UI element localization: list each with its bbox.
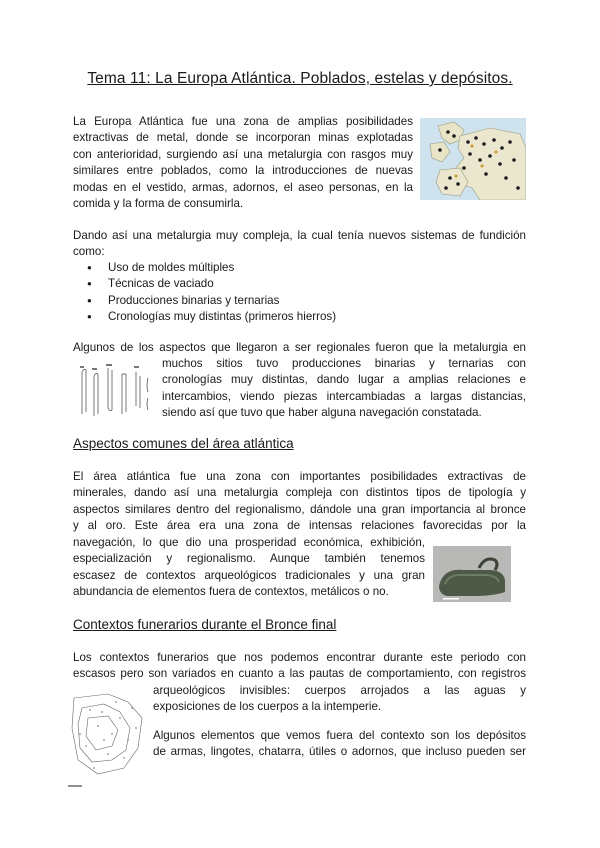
list-item: ● Uso de moldes múltiples (73, 260, 336, 276)
page-title: Tema 11: La Europa Atlántica. Poblados, estelas y depósitos. (87, 70, 513, 87)
atlantic-europe-map-image (420, 118, 526, 200)
text-line: comida y la forma de consumirla. (73, 197, 244, 211)
text-line: abundancia de elementos fuera de contextos, metálicos o no. (73, 585, 389, 599)
text-line: especialización y regionalismo. Aunque también tenemos (73, 552, 425, 566)
text-line: de armas, lingotes, chatarra, útiles o adornos, que incluso pueden ser (153, 745, 526, 759)
text-line: modas en el vestido, armas, adornos, el aseo personas, en la (73, 180, 413, 194)
intro-paragraph (73, 114, 413, 212)
deposits-paragraph (153, 728, 526, 761)
text-line: Dando así una metalurgia muy compleja, la cual tenía nuevos sistemas de fundición (73, 229, 526, 242)
text-line: intercambios, viendo piezas intercambiadas a largas distancias, (162, 389, 526, 403)
funerary-paragraph (73, 650, 526, 683)
text-line: siendo así que tuvo que haber alguna navegación constatada. (162, 406, 482, 420)
bullet-list (73, 260, 336, 326)
text-line: escasez de contextos arqueológicos tradicionales y una gran (73, 568, 425, 582)
text-line: Algunos elementos que vemos fuera del contexto son los depósitos (153, 729, 526, 742)
list-item: ● Producciones binarias y ternarias (73, 293, 336, 309)
regional-paragraph (162, 356, 526, 422)
text-line: y al oro. Este área era una zona de intensas relaciones favorecidas por la (73, 519, 526, 533)
text-line: exposiciones de los cuerpos a la intemperie. (153, 700, 382, 714)
text-line: La Europa Atlántica fue una zona de amplias posibilidades (73, 115, 413, 128)
common-aspects-paragraph (73, 469, 526, 535)
metallurgy-paragraph (73, 228, 526, 261)
text-line: minerales, dando así una metalurgia compleja con distintos tipos de tipología y (73, 486, 526, 500)
common-aspects-paragraph-wrap (73, 535, 425, 601)
text-line: aspectos similares dentro del regionalismo, dándole una gran importancia al bronce (73, 502, 526, 516)
text-line: similares entre poblados, como la introducciones de nuevas (73, 164, 413, 178)
text-line: Algunos de los aspectos que llegaron a ser regionales fueron que la metalurgia en (73, 341, 526, 354)
funerary-paragraph-wrap (153, 683, 526, 716)
regional-paragraph-first-line (73, 340, 526, 356)
text-line: con anterioridad, surgiendo así una metalurgia con rasgos muy (73, 147, 413, 161)
site-plan-sketch-image (68, 688, 148, 792)
text-line: extractivas de metal, donde se incorporan minas explotadas (73, 131, 413, 145)
text-line: arqueológicos invisibles: cuerpos arrojados a las aguas y (153, 684, 526, 697)
text-line: muchos sitios tuvo producciones binarias y ternarias con (162, 357, 526, 370)
list-item: ● Técnicas de vaciado (73, 276, 336, 292)
bronze-artifact-photo-image (433, 546, 511, 602)
section-heading-common-aspects: Aspectos comunes del área atlántica (73, 436, 294, 451)
metal-artifacts-sketch-image (76, 362, 154, 420)
text-line: Los contextos funerarios que nos podemos encontrar durante este periodo con (73, 651, 526, 664)
text-line: cronologías muy distintas, dando lugar a amplias relaciones e (162, 373, 526, 387)
section-heading-funerary-contexts: Contextos funerarios durante el Bronce final (73, 617, 337, 632)
text-line: como: (73, 245, 105, 259)
text-line: escasos pero son variados en cuanto a las pautas de comportamiento, con registros (73, 667, 526, 681)
list-item: ● Cronologías muy distintas (primeros hierros) (73, 309, 336, 325)
text-line: El área atlántica fue una zona con importantes posibilidades extractivas de (73, 470, 526, 483)
text-line: navegación, lo que dio una prosperidad económica, exhibición, (73, 536, 425, 549)
